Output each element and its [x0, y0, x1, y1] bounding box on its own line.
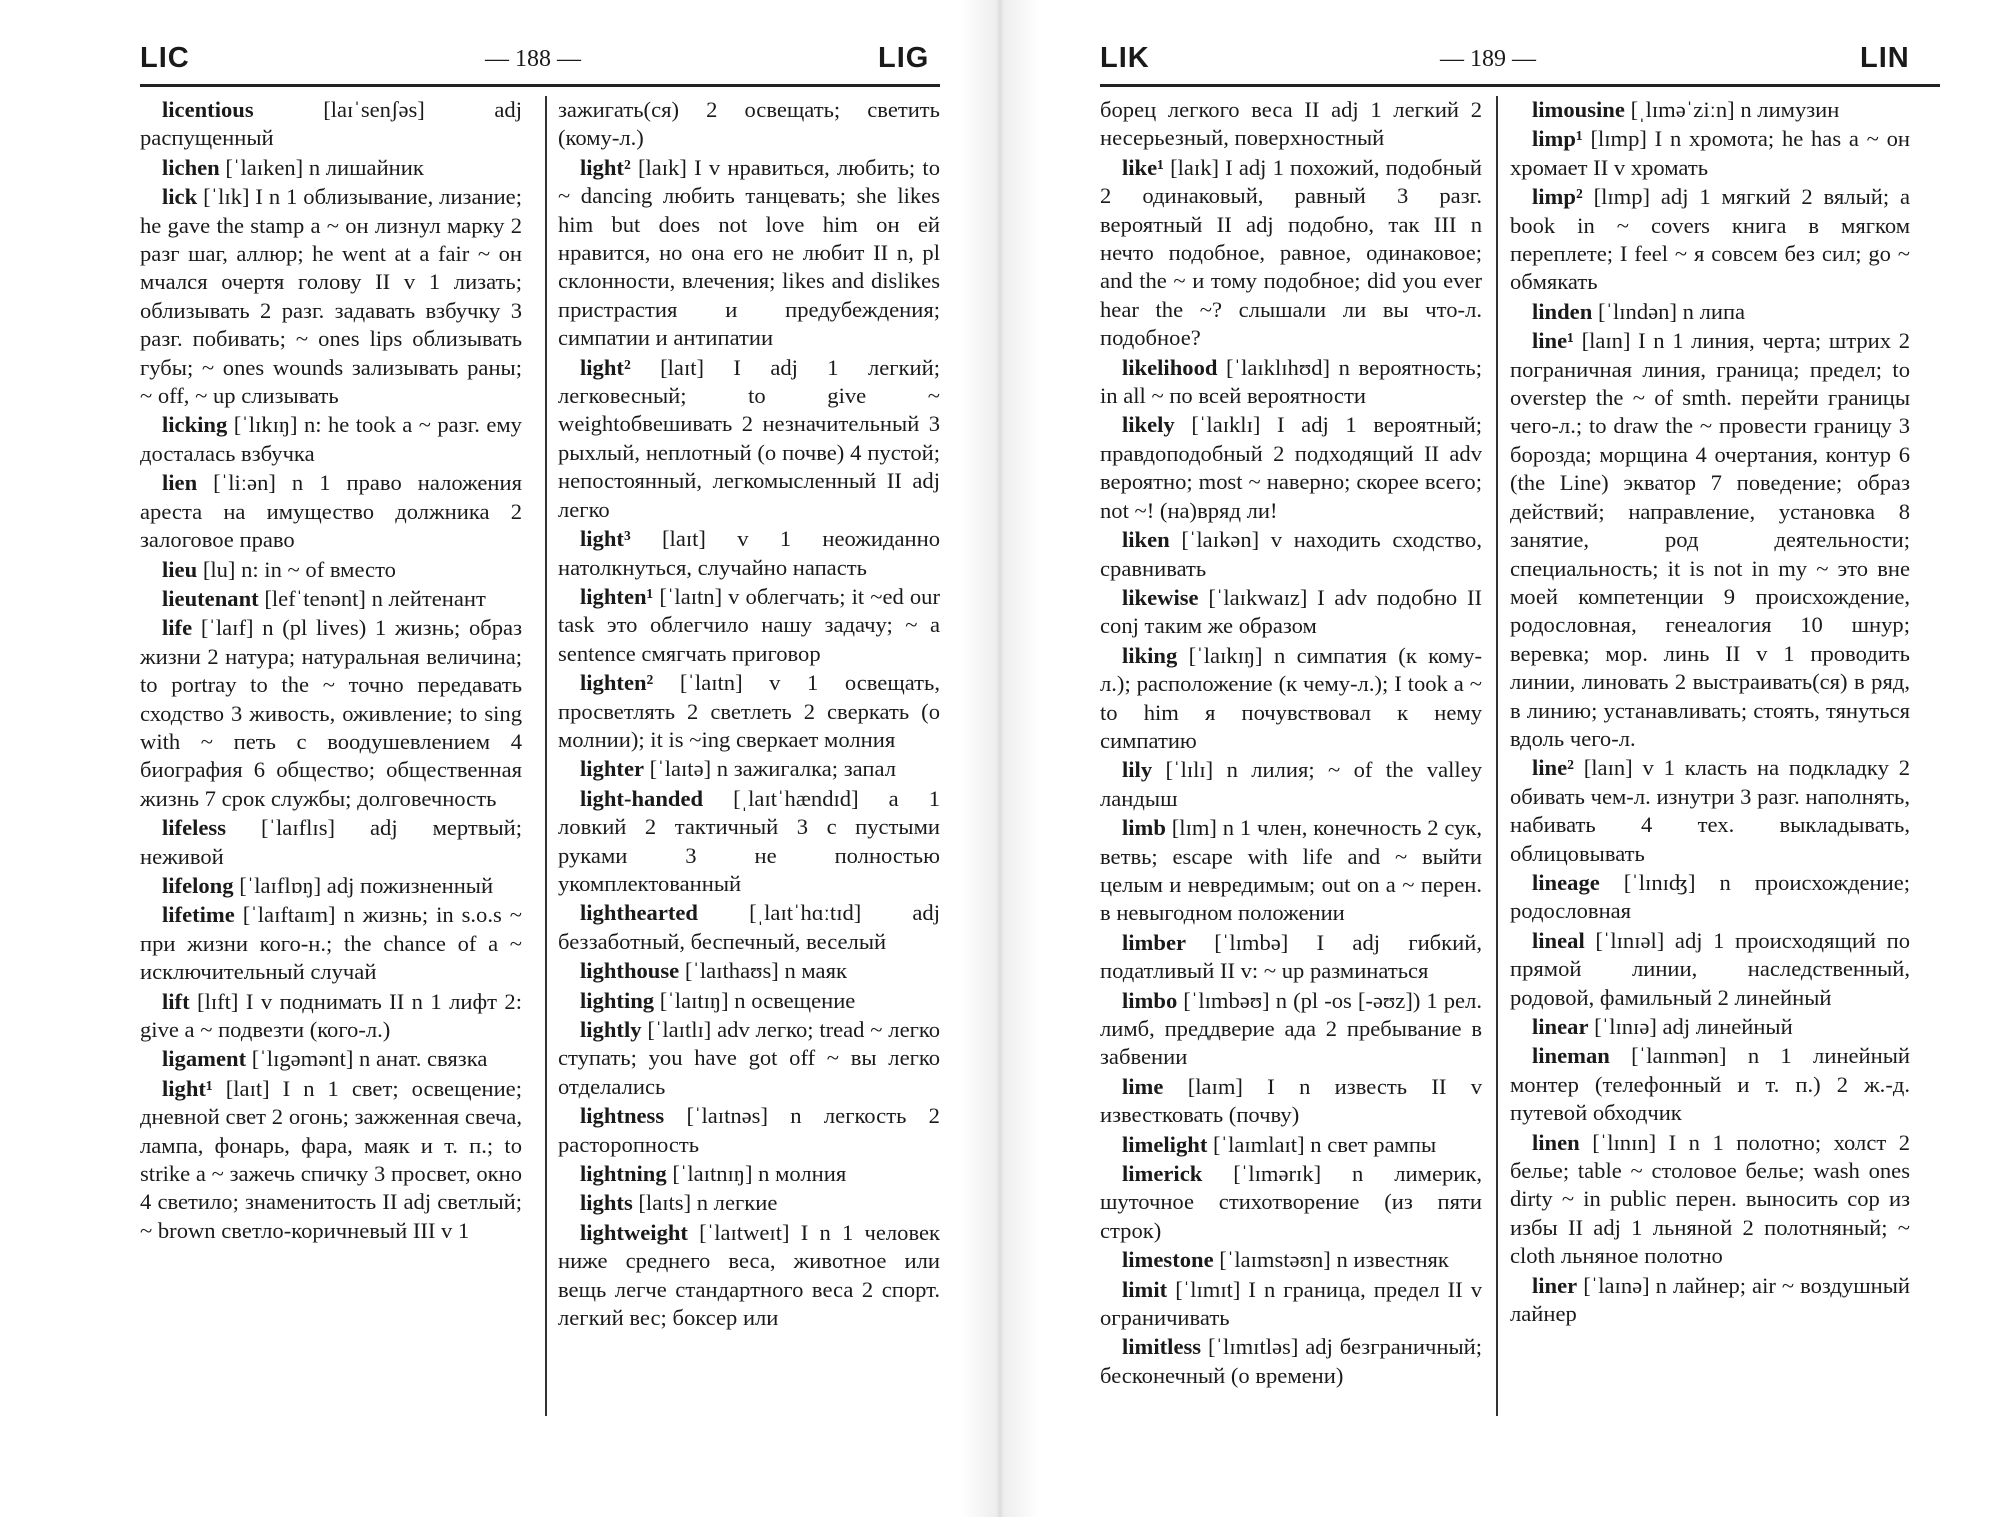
entry-definition: [ˈlɪmbə] I adj гибкий, податливый II v: ~ up разминаться — [1100, 929, 1482, 984]
entry-headword: limb — [1122, 815, 1166, 841]
entry-definition: [ˈlɪk] I n 1 облизывание, лизание; he gave the stamp a ~ он лизнул марку 2 разг шаг, аллюр; he went at a fair ~ он мчался очертя голову II v 1 лизать; облизывать 2 разг. задавать взбучку 3 разг. побивать; ~ ones lips облизывать губы; ~ ones wounds зализывать раны; ~ off, ~ up слизывать — [140, 184, 522, 409]
entry-headword: limousine — [1532, 97, 1625, 122]
entry-headword: lineal — [1532, 927, 1585, 953]
dictionary-entry — [1510, 754, 1910, 868]
left-column-1 — [140, 96, 522, 1246]
left-page-number: — 188 — — [485, 46, 581, 72]
entry-definition: [laɪm] I n известь II v известковать (почву) — [1100, 1073, 1482, 1128]
entry-definition: [ˈlɪmɪt] I n граница, предел II v ограничивать — [1100, 1276, 1482, 1331]
right-header-rule — [1100, 84, 1940, 87]
dictionary-entry — [1100, 987, 1482, 1072]
entry-definition: [ˈlaɪkwaɪz] I adv подобно II conj таким же образом — [1100, 584, 1482, 639]
dictionary-entry — [1100, 411, 1482, 525]
entry-headword: limit — [1122, 1276, 1168, 1302]
dictionary-entry — [558, 785, 940, 899]
entry-headword: lift — [162, 988, 190, 1014]
entry-definition: [ˈlaɪtn] v 1 освещать, просветлять 2 светлеть 2 сверкать (о молнии); it is ~ing сверкает молния — [558, 670, 940, 752]
dictionary-entry — [140, 1075, 522, 1245]
dictionary-entry — [558, 96, 940, 153]
dictionary-entry — [1100, 1160, 1482, 1245]
dictionary-entry — [140, 988, 522, 1045]
entry-headword: linden — [1532, 298, 1593, 324]
entry-definition: [ˈlɪnɪn] I n 1 полотно; холст 2 белье; table ~ столовое белье; wash ones dirty ~ in public перен. выносить сор из избы II adj 1 льняной 2 полотняный; ~ cloth льняное полотно — [1510, 1129, 1910, 1269]
entry-definition: [ˌlaɪtˈhændɪd] a 1 ловкий 2 тактичный 3 с пустыми руками 3 не полностью укомплектованный — [558, 785, 940, 896]
entry-definition: [laɪn] I n 1 линия, черта; штрих 2 пограничная линия, граница; предел; to overstep the ~ of smth. перейти границы чего-л.; to draw the ~ провести границу 3 борозда; морщина 4 очертания, контур 6 (the Line) экватор 7 поведение; образ действий; направление, установка 8 занятие, род деятельности; специальность; it is not in my ~ это вне моей компетенции 9 происхождение, родословная, генеалогия 10 шнур; веревка; мор. линь II v 1 проводить линии, линовать 2 выстраивать(ся) в ряд, в линию; устанавливать; стоять, тянуться вдоль чего-л. — [1510, 328, 1910, 751]
entry-definition: [laɪts] n легкие — [638, 1190, 778, 1216]
entry-headword: lightness — [580, 1103, 665, 1129]
entry-definition: [ˈlɪndən] n липа — [1597, 298, 1746, 324]
dictionary-entry — [558, 755, 940, 783]
dictionary-entry — [558, 957, 940, 985]
entry-definition: [ˈlaɪmlaɪt] n свет рампы — [1213, 1131, 1437, 1157]
dictionary-entry — [1100, 96, 1482, 153]
entry-definition: [ˈlaɪtweɪt] I n 1 человек ниже среднего веса, животное или вещь легче стандартного веса 2 спорт. легкий вес; боксер или — [558, 1219, 940, 1331]
dictionary-entry — [1510, 298, 1910, 326]
right-page — [1040, 0, 2000, 1517]
entry-definition: [laɪk] I v нравиться, любить; to ~ dancing любить танцевать; she likes him but does not love him он ей нравится, но она его не любит II n, pl склонности, влечения; likes and dislikes пристрастия и предубеждения; симпатии и антипатии — [558, 154, 940, 351]
dictionary-entry — [1100, 756, 1482, 813]
dictionary-entry — [140, 154, 522, 182]
entry-definition: [lɪm] n 1 член, конечность 2 сук, ветвь; escape with life and ~ выйти целым и невредимым; out on a ~ перен. в невыгодном положении — [1100, 815, 1483, 926]
dictionary-entry — [1100, 642, 1482, 756]
dictionary-entry — [1510, 96, 1910, 124]
entry-definition: [ˈlaɪtnɪŋ] n молния — [672, 1161, 847, 1187]
entry-headword: liken — [1122, 527, 1170, 553]
entry-headword: lichen — [162, 154, 220, 180]
entry-definition: [ˈlɪkɪŋ] n: he took a ~ разг. ему досталась взбучка — [140, 412, 522, 466]
dictionary-entry — [1100, 814, 1482, 928]
entry-definition: [ˈlaɪflɪs] adj мертвый; неживой — [140, 815, 522, 869]
entry-definition: [ˈlaɪf] n (pl lives) 1 жизнь; образ жизни 2 натура; натуральная величина; to portray to the ~ точно передавать сходство 3 живость, оживление; to sing with ~ петь с воодушевлением 4 биография 6 общество; общественная жизнь 7 срок службы; долговечность — [140, 615, 522, 811]
entry-headword: lightweight — [580, 1219, 688, 1245]
dictionary-entry — [1100, 1333, 1482, 1390]
entry-headword: lime — [1122, 1073, 1164, 1099]
entry-definition: [ˈlɪmbəʊ] n (pl -os [-əʊz]) 1 рел. лимб, преддверие ада 2 пребывание в забвении — [1100, 987, 1482, 1070]
entry-definition: [laɪn] v 1 класть на подкладку 2 обивать чем-л. изнутри 3 разг. наполнять, набивать 4 тех. выкладывать, облицовывать — [1510, 755, 1910, 866]
entry-definition: [lɪmp] I n хромота; he has a ~ он хромает II v хромать — [1510, 126, 1910, 180]
entry-definition: [ˈlaɪkɪŋ] n симпатия (к кому-л.); расположение (к чему-л.); I took a ~ to him я почувствовал к нему симпатию — [1100, 642, 1482, 753]
entry-definition: [ˈlaɪnə] n лайнер; air ~ воздушный лайнер — [1510, 1272, 1910, 1327]
dictionary-entry — [1100, 929, 1482, 986]
entry-definition: зажигать(ся) 2 освещать; светить (кому-л.) — [558, 97, 940, 151]
entry-headword: lifelong — [162, 872, 234, 898]
entry-headword: liking — [1122, 642, 1178, 668]
dictionary-entry — [558, 1016, 940, 1101]
entry-definition: [laɪt] I n 1 свет; освещение; дневной свет 2 огонь; зажженная свеча, лампа, фонарь, фара, маяк и т. п.; to strike a ~ зажечь спичку 3 просвет, окно 4 светило; знаменитость II adj светлый; ~ brown светло-коричневый III v 1 — [140, 1075, 522, 1243]
entry-headword: lightning — [580, 1161, 667, 1187]
dictionary-entry — [558, 525, 940, 582]
right-guide-word-start: LIK — [1100, 42, 1150, 74]
entry-headword: line¹ — [1532, 328, 1574, 354]
left-column-divider — [545, 96, 547, 1416]
entry-headword: light³ — [580, 526, 631, 552]
dictionary-entry — [558, 1189, 940, 1217]
entry-headword: limp² — [1532, 184, 1583, 210]
entry-definition: [laɪk] I adj 1 похожий, подобный 2 одинаковый, равный 3 разг. вероятный II adj подобно, так III n нечто подобное, равное, одинаковое; and the ~ и тому подобное; did you ever hear the ~? слышали ли вы что-л. подобное? — [1100, 154, 1482, 351]
entry-headword: linen — [1532, 1129, 1580, 1155]
dictionary-entry — [1100, 584, 1482, 641]
entry-headword: lieutenant — [162, 585, 259, 611]
entry-definition: [ˈlaɪmstəʊn] n известняк — [1219, 1247, 1449, 1273]
entry-headword: licking — [162, 412, 228, 438]
dictionary-entry — [1100, 354, 1482, 411]
entry-headword: lily — [1122, 757, 1153, 783]
left-page — [0, 0, 960, 1517]
entry-headword: limelight — [1122, 1131, 1208, 1157]
dictionary-entry — [1510, 125, 1910, 182]
dictionary-entry — [1100, 1073, 1482, 1130]
entry-headword: likely — [1122, 412, 1175, 438]
entry-headword: licentious — [162, 97, 254, 122]
entry-definition: [ˈlaɪkən] v находить сходство, сравнивать — [1100, 527, 1482, 581]
dictionary-entry — [558, 1219, 940, 1333]
entry-definition: [ˈlaɪthaʊs] n маяк — [684, 958, 847, 984]
entry-headword: lineage — [1532, 869, 1600, 895]
entry-headword: light² — [580, 354, 631, 380]
entry-definition: [lefˈtenənt] n лейтенант — [264, 585, 486, 611]
dictionary-entry — [558, 154, 940, 353]
entry-definition: [ˈlaɪtlɪ] adv легко; tread ~ легко ступать; you have got off ~ вы легко отделались — [558, 1017, 940, 1099]
dictionary-entry — [1510, 927, 1910, 1012]
entry-definition: [lɪft] I v поднимать II n 1 лифт 2: give a ~ подвезти (кого-л.) — [140, 988, 522, 1042]
dictionary-entry — [140, 96, 522, 153]
entry-definition: [ˌlaɪtˈhɑːtɪd] adj беззаботный, беспечный, веселый — [558, 900, 940, 954]
dictionary-entry — [1510, 183, 1910, 297]
dictionary-entry — [140, 556, 522, 584]
dictionary-entry — [1100, 1131, 1482, 1159]
entry-definition: [ˈlaɪtnəs] n легкость 2 расторопность — [558, 1103, 940, 1157]
entry-definition: [ˈlaɪftaɪm] n жизнь; in s.o.s ~ при жизни кого-н.; the chance of a ~ исключительный случай — [140, 902, 522, 985]
entry-headword: lighten² — [580, 670, 654, 696]
entry-headword: lifetime — [162, 902, 235, 928]
entry-headword: lighten¹ — [580, 583, 654, 609]
book-gutter — [960, 0, 1040, 1517]
entry-headword: liner — [1532, 1272, 1578, 1298]
entry-headword: limestone — [1122, 1247, 1214, 1273]
right-column-2 — [1510, 96, 1910, 1329]
dictionary-entry — [1100, 526, 1482, 583]
dictionary-entry — [1510, 869, 1910, 926]
dictionary-entry — [558, 354, 940, 524]
entry-definition: [ˈlɪnɪə] adj линейный — [1594, 1014, 1793, 1039]
entry-definition: [ˈlaɪtɪŋ] n освещение — [659, 987, 856, 1013]
entry-headword: lineman — [1532, 1043, 1610, 1069]
entry-headword: lighthearted — [580, 900, 698, 926]
entry-definition: [ˈlaɪflɒŋ] adj пожизненный — [239, 872, 494, 898]
left-column-2 — [558, 96, 940, 1333]
entry-definition: [ˈlɪmərɪk] n лимерик, шуточное стихотворение (из пяти строк) — [1100, 1161, 1482, 1243]
dictionary-entry — [558, 1102, 940, 1159]
dictionary-entry — [140, 814, 522, 871]
dictionary-entry — [1100, 1246, 1482, 1274]
dictionary-entry — [1510, 1042, 1910, 1127]
entry-definition: [ˈlaɪtə] n зажигалка; запал — [649, 756, 896, 782]
entry-headword: limitless — [1122, 1334, 1202, 1360]
entry-definition: [laɪˈsenʃəs] adj распущенный — [140, 97, 522, 151]
entry-headword: line² — [1532, 755, 1574, 781]
right-guide-word-end: LIN — [1860, 42, 1910, 74]
entry-definition: [lu] n: in ~ of вместо — [202, 556, 396, 582]
entry-definition: [ˈliːən] n 1 право наложения ареста на имущество должника 2 залоговое право — [140, 470, 522, 553]
dictionary-entry — [140, 872, 522, 900]
left-header-rule — [140, 84, 940, 87]
dictionary-entry — [558, 583, 940, 668]
entry-headword: lifeless — [162, 815, 226, 841]
entry-headword: ligament — [162, 1046, 247, 1072]
dictionary-entry — [140, 183, 522, 410]
entry-headword: lieu — [162, 556, 198, 582]
dictionary-entry — [1510, 327, 1910, 753]
entry-definition: [ˈlɪnɪəl] adj 1 происходящий по прямой линии, наследственный, родовой, фамильный 2 линейный — [1510, 927, 1910, 1010]
entry-headword: lick — [162, 184, 198, 210]
dictionary-entry — [140, 411, 522, 468]
dictionary-entry — [558, 987, 940, 1015]
dictionary-entry — [1100, 1276, 1482, 1333]
entry-definition: [ˈlɪlɪ] n лилия; ~ of the valley ландыш — [1100, 757, 1482, 811]
entry-definition: [lɪmp] adj 1 мягкий 2 вялый; a book in ~ covers книга в мягком переплете; I feel ~ я совсем без сил; go ~ обмякать — [1510, 184, 1910, 295]
dictionary-entry — [140, 901, 522, 986]
dictionary-entry — [558, 1160, 940, 1188]
dictionary-entry — [1510, 1013, 1910, 1041]
entry-headword: lighthouse — [580, 958, 680, 984]
entry-headword: lien — [162, 470, 198, 496]
dictionary-entry — [140, 585, 522, 613]
entry-definition: [ˌlɪməˈziːn] n лимузин — [1630, 97, 1840, 122]
entry-headword: life — [162, 615, 193, 641]
entry-definition: [ˈlɪmɪtləs] adj безграничный; бесконечный (о времени) — [1100, 1334, 1482, 1388]
entry-definition: [ˈlaɪken] n лишайник — [225, 154, 424, 180]
entry-headword: lighting — [580, 987, 655, 1013]
entry-headword: limp¹ — [1532, 126, 1583, 152]
dictionary-entry — [1510, 1272, 1910, 1329]
entry-headword: linear — [1532, 1014, 1589, 1039]
dictionary-entry — [558, 899, 940, 956]
entry-headword: limerick — [1122, 1161, 1203, 1187]
dictionary-entry — [1100, 154, 1482, 353]
entry-headword: lightly — [580, 1017, 642, 1042]
dictionary-entry — [140, 614, 522, 813]
entry-headword: light-handed — [580, 785, 704, 811]
dictionary-entry — [558, 669, 940, 754]
entry-headword: lighter — [580, 756, 644, 782]
entry-headword: limber — [1122, 929, 1186, 955]
entry-definition: [ˈlaɪklɪhʊd] n вероятность; in all ~ по всей вероятности — [1100, 354, 1482, 409]
entry-definition: [ˈlɪgəmənt] n анат. связка — [251, 1046, 488, 1072]
entry-definition: [laɪt] I adj 1 легкий; легковесный; to give ~ weightобвешивать 2 незначительный 3 рыхлый, неплотный (о почве) 4 пустой; непостоянный, легкомысленный II adj легко — [558, 354, 940, 522]
entry-headword: lights — [580, 1190, 633, 1216]
entry-headword: likewise — [1122, 584, 1199, 610]
dictionary-entry — [140, 1045, 522, 1073]
right-page-number: — 189 — — [1440, 46, 1536, 72]
dictionary-entry — [1510, 1129, 1910, 1271]
entry-definition: [ˈlaɪtn] v облегчать; it ~ed our task это облегчило нашу задачу; ~ a sentence смягчать приговор — [558, 583, 940, 666]
entry-headword: like¹ — [1122, 154, 1164, 180]
entry-definition: [ˈlɪnɪʤ] n происхождение; родословная — [1510, 869, 1910, 924]
entry-headword: light¹ — [162, 1075, 213, 1101]
entry-definition: [ˈlaɪklɪ] I adj 1 вероятный; правдоподобный 2 подходящий II adv вероятно; most ~ наверно; скорее всего; not ~! (на)вряд ли! — [1100, 412, 1482, 523]
entry-headword: light² — [580, 154, 631, 180]
right-column-divider — [1496, 96, 1498, 1416]
entry-definition: [laɪt] v 1 неожиданно натолкнуться, случайно напасть — [558, 526, 940, 580]
left-guide-word-end: LIG — [878, 42, 930, 74]
left-guide-word-start: LIC — [140, 42, 190, 74]
right-column-1 — [1100, 96, 1482, 1391]
dictionary-entry — [140, 469, 522, 554]
entry-definition: [ˈlaɪnmən] n 1 линейный монтер (телефонный и т. п.) 2 ж.-д. путевой обходчик — [1510, 1043, 1910, 1126]
entry-headword: limbo — [1122, 987, 1178, 1013]
entry-definition: борец легкого веса II adj 1 легкий 2 несерьезный, поверхностный — [1100, 97, 1482, 151]
entry-headword: likelihood — [1122, 354, 1218, 380]
